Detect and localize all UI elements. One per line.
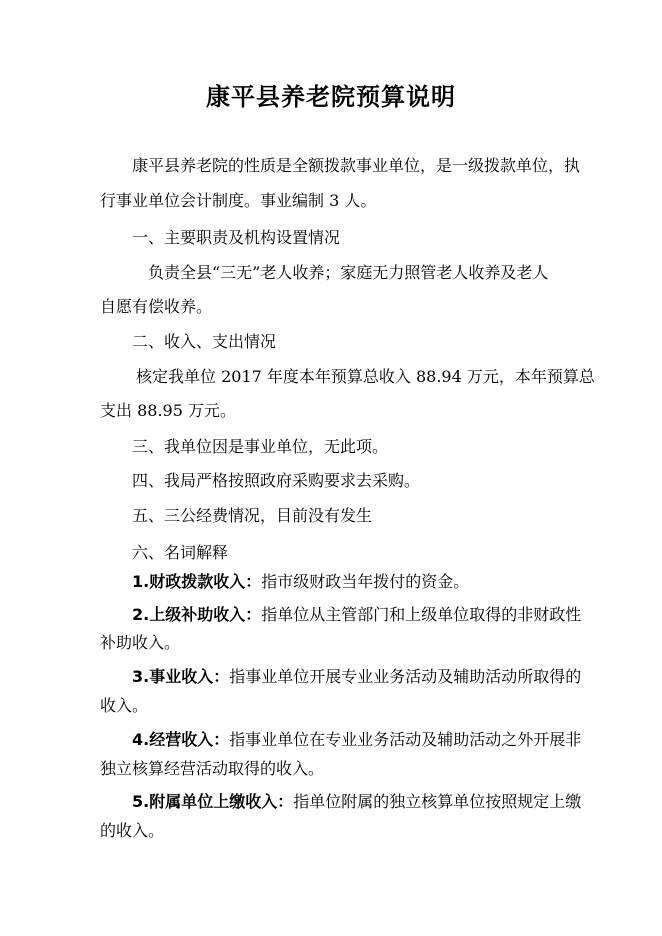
- term-item-3-cont: 收入。: [100, 696, 149, 715]
- section6-heading: 六、名词解释: [132, 543, 229, 562]
- term-definition: 指事业单位开展专业业务活动及辅助活动所取得的: [229, 667, 582, 686]
- intro-line-1: 康平县养老院的性质是全额拨款事业单位，是一级拨款单位，执: [132, 156, 581, 175]
- section2-line-2: 支出 88.95 万元。: [100, 401, 236, 420]
- section4-text: 四、我局严格按照政府采购要求去采购。: [132, 471, 421, 490]
- term-definition: 指市级财政当年拨付的资金。: [261, 572, 470, 591]
- term-item-4: [100, 729, 602, 751]
- term-item-1: [100, 571, 602, 593]
- section1-line-1: 负责全县“三无”老人收养；家庭无力照管老人收养及老人: [148, 263, 549, 282]
- section2-heading: 二、收入、支出情况: [132, 332, 277, 351]
- document-title: 康平县养老院预算说明: [206, 82, 456, 111]
- section3-text: 三、我单位因是事业单位，无此项。: [132, 437, 389, 456]
- term-item-5: [100, 791, 602, 813]
- intro-line-2: 行事业单位会计制度。事业编制 3 人。: [100, 191, 377, 210]
- section2-line-1: 核定我单位 2017 年度本年预算总收入 88.94 万元，本年预算总: [136, 367, 595, 386]
- section5-text: 五、三公经费情况，目前没有发生: [132, 506, 373, 525]
- term-definition: 指单位附属的独立核算单位按照规定上缴: [293, 792, 582, 811]
- section1-line-2: 自愿有偿收养。: [100, 297, 213, 316]
- term-item-2-cont: 补助收入。: [100, 633, 181, 652]
- term-definition: 指事业单位在专业业务活动及辅助活动之外开展非: [229, 730, 582, 749]
- term-item-4-cont: 独立核算经营活动取得的收入。: [100, 759, 325, 778]
- term-item-3: [100, 666, 602, 688]
- term-label: 5.附属单位上缴收入：: [132, 792, 294, 811]
- term-label: 1.财政拨款收入：: [132, 572, 262, 591]
- term-item-5-cont: 的收入。: [100, 821, 165, 840]
- term-definition: 指单位从主管部门和上级单位取得的非财政性: [261, 605, 582, 624]
- term-item-2: [100, 604, 602, 626]
- term-label: 2.上级补助收入：: [132, 605, 262, 624]
- term-label: 4.经营收入：: [132, 730, 230, 749]
- section1-heading: 一、主要职责及机构设置情况: [132, 228, 341, 247]
- term-label: 3.事业收入：: [132, 667, 230, 686]
